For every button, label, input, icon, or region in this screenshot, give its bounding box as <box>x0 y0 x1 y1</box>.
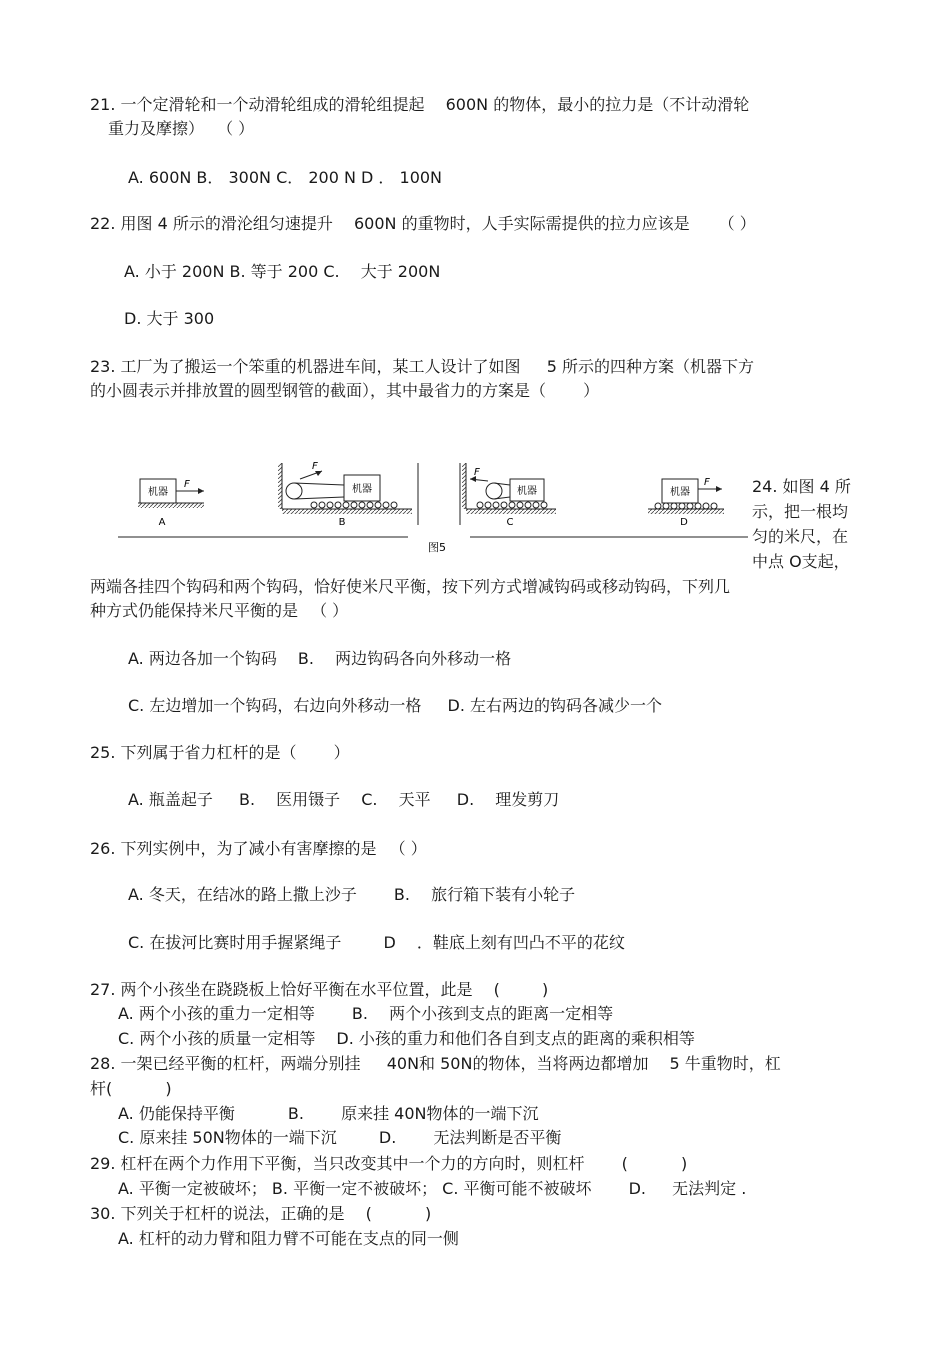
q23-stem-line1: 23. 工厂为了搬运一个笨重的机器进车间，某工人设计了如图 5 所示的四种方案（机器下方 <box>90 357 754 376</box>
option-label-c: C <box>506 517 514 528</box>
q24-stem-line2: 示，把一根均 <box>752 502 849 521</box>
q22-stem: 22. 用图 4 所示的滑沦组匀速提升 600N 的重物时，人手实际需提供的拉力应该是 （ ） <box>90 214 756 233</box>
q28-stem-line2: 杆( ) <box>90 1079 172 1098</box>
scheme-c <box>462 463 556 528</box>
option-label-b: B <box>338 517 346 528</box>
q22-options-line2: D. 大于 300 <box>124 309 215 328</box>
option-label-d: D <box>680 517 688 528</box>
q23-stem-line2: 的小圆表示并排放置的圆型钢管的截面），其中最省力的方案是（ ） <box>90 381 600 400</box>
q28-stem-line1: 28. 一架已经平衡的杠杆，两端分别挂 40N和 50N的物体，当将两边都增加 5 牛重物时，杠 <box>90 1054 781 1073</box>
q24-stem-line1: 24. 如图 4 所 <box>752 477 851 496</box>
q22-options-line1: A. 小于 200N B. 等于 200 C. 大于 200N <box>124 262 441 281</box>
q25-stem: 25. 下列属于省力杠杆的是（ ） <box>90 743 350 762</box>
svg-text:F: F <box>312 461 318 472</box>
q24-stem-line5: 两端各挂四个钩码和两个钩码，恰好使米尺平衡，按下列方式增减钩码或移动钩码，下列几 <box>90 577 731 596</box>
q27-options-line2: C. 两个小孩的质量一定相等 D. 小孩的重力和他们各自到支点的距离的乘积相等 <box>118 1029 695 1048</box>
figure-5 <box>118 455 748 567</box>
svg-text:F: F <box>474 467 480 478</box>
q24-stem-line3: 匀的米尺，在 <box>752 527 849 546</box>
q28-options-line2: C. 原来挂 50N物体的一端下沉 D. 无法判断是否平衡 <box>118 1128 562 1147</box>
force-label: F <box>184 479 190 490</box>
svg-text:机器: 机器 <box>352 484 372 495</box>
q24-stem-line4: 中点 O支起， <box>752 552 850 571</box>
q27-options-line1: A. 两个小孩的重力一定相等 B. 两个小孩到支点的距离一定相等 <box>118 1004 614 1023</box>
scheme-b <box>278 461 412 528</box>
figure-caption: 图5 <box>428 541 446 554</box>
q21-stem-line2: 重力及摩擦） （ ） <box>108 119 255 138</box>
svg-text:机器: 机器 <box>517 486 537 497</box>
scheme-a <box>138 479 204 528</box>
q24-options-line1: A. 两边各加一个钩码 B. 两边钩码各向外移动一格 <box>128 649 512 668</box>
option-label-a: A <box>158 517 166 528</box>
q30-stem: 30. 下列关于杠杆的说法，正确的是 ( ) <box>90 1204 432 1223</box>
q24-options-line2: C. 左边增加一个钩码，右边向外移动一格 D. 左右两边的钩码各减少一个 <box>128 696 663 715</box>
svg-text:机器: 机器 <box>670 487 690 498</box>
q24-stem-line6: 种方式仍能保持米尺平衡的是 （ ） <box>90 601 349 620</box>
svg-text:F: F <box>704 477 710 488</box>
q30-option-a: A. 杠杆的动力臂和阻力臂不可能在支点的同一侧 <box>118 1229 459 1248</box>
q26-options-line2: C. 在拔河比赛时用手握紧绳子 D ．鞋底上刻有凹凸不平的花纹 <box>128 933 625 952</box>
q25-options: A. 瓶盖起子 B. 医用镊子 C. 天平 D. 理发剪刀 <box>128 790 560 809</box>
q28-options-line1: A. 仍能保持平衡 B. 原来挂 40N物体的一端下沉 <box>118 1104 539 1123</box>
q26-stem: 26. 下列实例中，为了减小有害摩擦的是 （ ） <box>90 839 427 858</box>
q29-stem: 29. 杠杆在两个力作用下平衡，当只改变其中一个力的方向时，则杠杆 ( ) <box>90 1154 688 1173</box>
q21-stem-line1: 21. 一个定滑轮和一个动滑轮组成的滑轮组提起 600N 的物体，最小的拉力是（不计动滑轮 <box>90 95 750 114</box>
scheme-d <box>648 477 724 528</box>
q21-options: A. 600N B． 300N C． 200 N D ． 100N <box>128 168 443 187</box>
q26-options-line1: A. 冬天，在结冰的路上撒上沙子 B. 旅行箱下装有小轮子 <box>128 885 576 904</box>
machine-label: 机器 <box>148 487 168 498</box>
q29-options: A. 平衡一定被破坏； B. 平衡一定不被破坏； C. 平衡可能不被破坏 D. 无法判定 . <box>118 1179 747 1198</box>
q27-stem: 27. 两个小孩坐在跷跷板上恰好平衡在水平位置，此是 ( ) <box>90 980 549 999</box>
